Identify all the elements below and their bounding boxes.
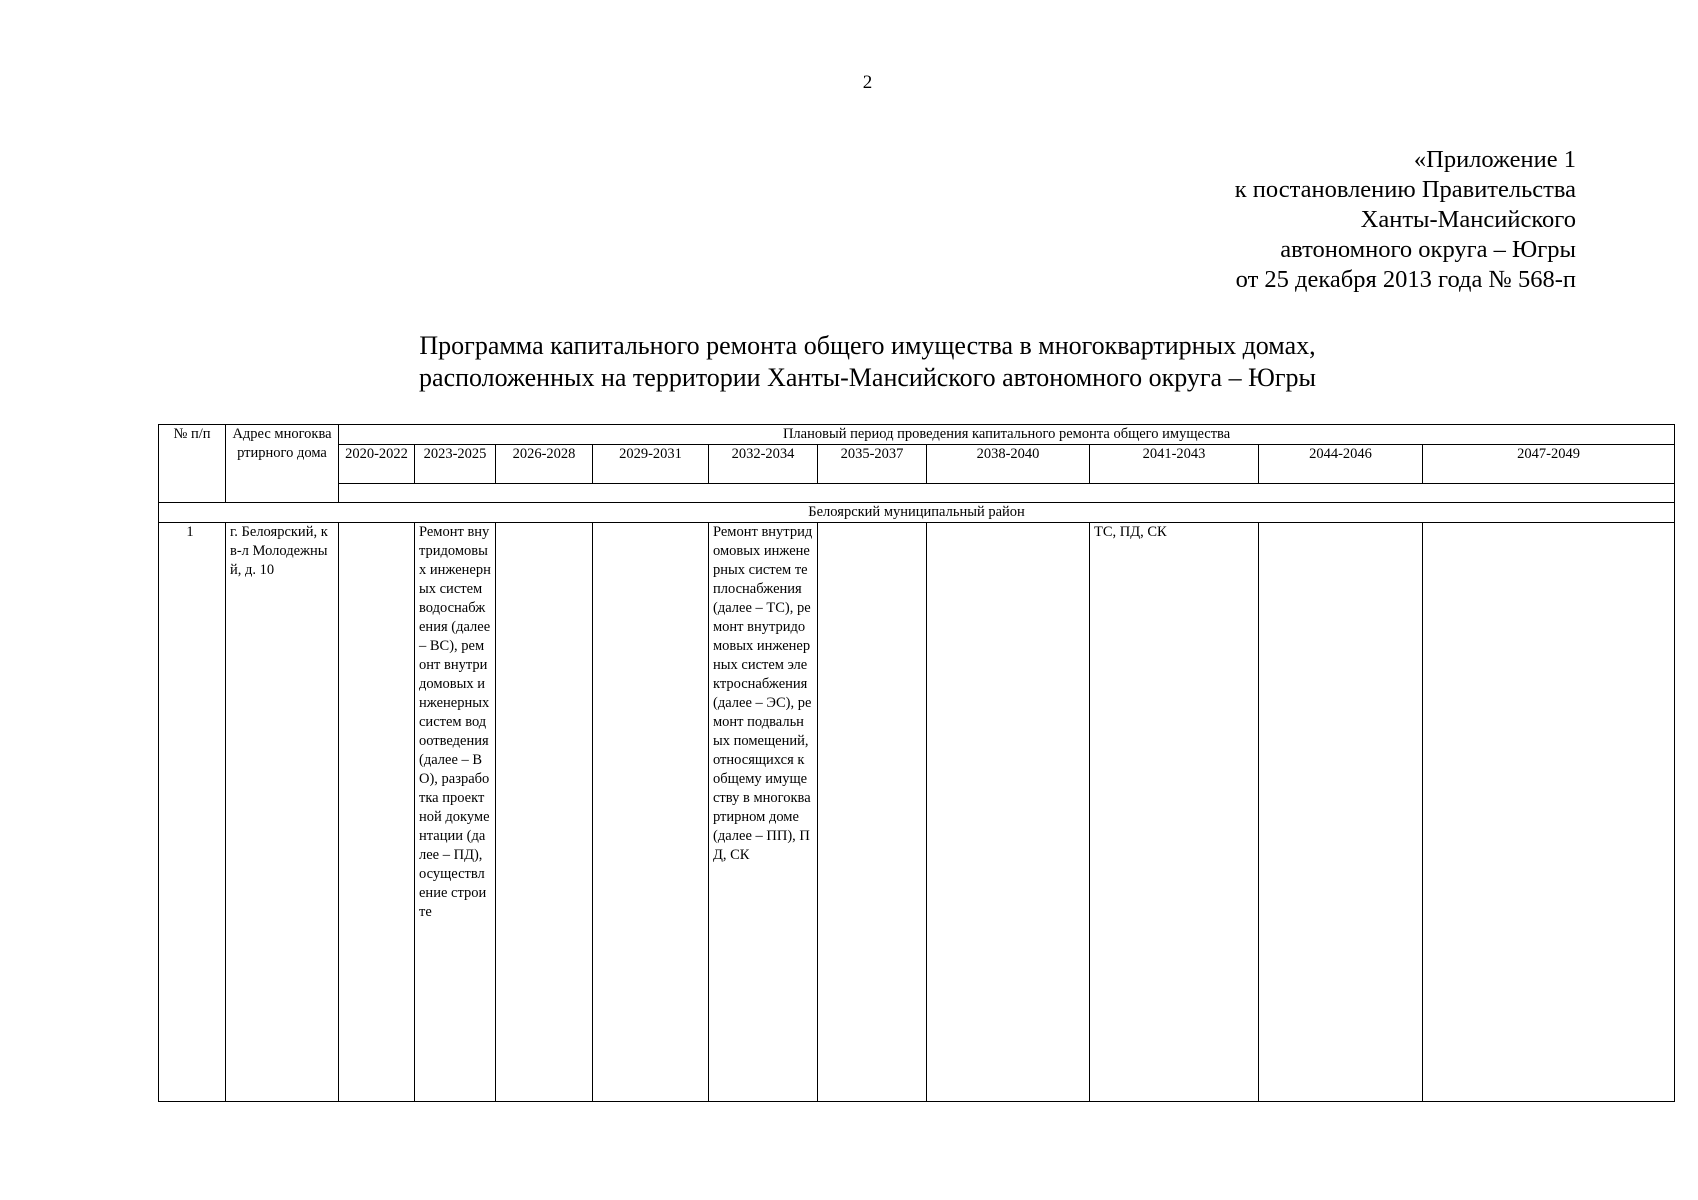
row-cell <box>1423 523 1675 1102</box>
appendix-line: Ханты-Мансийского <box>1360 206 1576 233</box>
row-cell: ТС, ПД, СК <box>1090 523 1259 1102</box>
appendix-line: автономного округа – Югры <box>1280 236 1576 263</box>
period-header: 2047-2049 <box>1423 445 1675 484</box>
table-row <box>159 523 1675 1102</box>
row-cell <box>496 523 593 1102</box>
title-line: расположенных на территории Ханты-Мансийского автономного округа – Югры <box>419 363 1316 392</box>
period-header: 2044-2046 <box>1259 445 1423 484</box>
appendix-header <box>1235 145 1576 295</box>
page-number: 2 <box>862 72 873 93</box>
period-header: 2035-2037 <box>818 445 927 484</box>
header-address: Адрес многоквартирного дома <box>226 425 339 503</box>
header-spacer <box>339 484 1675 503</box>
row-cell <box>927 523 1090 1102</box>
row-cell: Ремонт внутридомовых инженерных систем водоснабжения (далее – ВС), ремонт внутридомовых инженерных систем водоотведения (далее – ВО), разработка проектной документации (далее – ПД), осуществление строите <box>415 523 496 1102</box>
period-header: 2041-2043 <box>1090 445 1259 484</box>
period-header: 2038-2040 <box>927 445 1090 484</box>
row-number: 1 <box>159 523 226 1102</box>
period-header: 2023-2025 <box>415 445 496 484</box>
row-cell <box>339 523 415 1102</box>
period-header: 2026-2028 <box>496 445 593 484</box>
period-header: 2029-2031 <box>593 445 709 484</box>
row-address: г. Белоярский, кв-л Молодежный, д. 10 <box>226 523 339 1102</box>
row-cell <box>818 523 927 1102</box>
appendix-line: от 25 декабря 2013 года № 568-п <box>1235 266 1576 293</box>
title-line: Программа капитального ремонта общего имущества в многоквартирных домах, <box>419 331 1316 360</box>
period-header: 2032-2034 <box>709 445 818 484</box>
header-planned-period: Плановый период проведения капитального ремонта общего имущества <box>339 425 1675 445</box>
row-cell <box>593 523 709 1102</box>
appendix-line: «Приложение 1 <box>1413 146 1576 173</box>
header-num: № п/п <box>159 425 226 503</box>
appendix-line: к постановлению Правительства <box>1234 176 1576 203</box>
period-header: 2020-2022 <box>339 445 415 484</box>
repair-program-table <box>158 424 1675 1102</box>
row-cell <box>1259 523 1423 1102</box>
row-cell: Ремонт внутридомовых инженерных систем теплоснабжения (далее – ТС), ремонт внутридомовых инженерных систем электроснабжения (далее – ЭС), ремонт подвальных помещений, относящихся к общему имуществу в многоквартирном доме (далее – ПП), ПД, СК <box>709 523 818 1102</box>
document-title <box>0 330 1698 394</box>
region-row: Белоярский муниципальный район <box>159 503 1675 523</box>
